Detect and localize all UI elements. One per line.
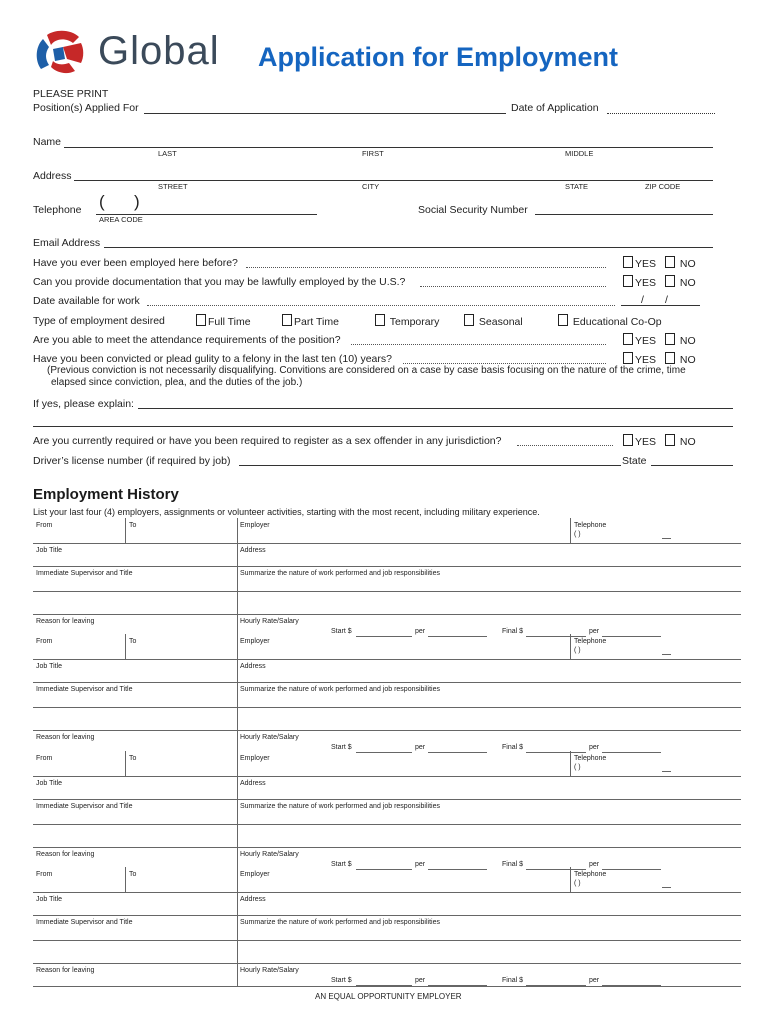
checkbox-icon[interactable]: [623, 333, 633, 345]
employer-3-row-rule-3: [33, 824, 741, 825]
employer-1-summary-label: Summarize the nature of work performed and job responsibilities: [240, 570, 440, 577]
employer-4-supervisor-label: Immediate Supervisor and Title: [36, 919, 133, 926]
checkbox-icon[interactable]: [665, 434, 675, 446]
q-employed-no-option[interactable]: [665, 256, 696, 270]
employer-1-per-label-1: per: [415, 628, 426, 635]
no-label: NO: [679, 436, 696, 448]
employer-1-from-label: From: [36, 522, 53, 529]
name-field[interactable]: [64, 147, 713, 148]
employer-3-start-label: Start $: [331, 861, 352, 868]
employer-1-phone-dash: [662, 538, 671, 539]
employer-4-phone-divider: [570, 867, 571, 892]
employer-1-row-rule-4: [33, 614, 741, 615]
license-field[interactable]: [239, 465, 621, 466]
employer-2-final-field[interactable]: [526, 752, 586, 753]
checkbox-icon[interactable]: [623, 275, 633, 287]
type-fulltime-option[interactable]: [196, 314, 251, 328]
employer-4-from-label: From: [36, 871, 53, 878]
employer-2-reason-label: Reason for leaving: [36, 734, 95, 741]
name-first-label: FIRST: [362, 149, 384, 158]
employer-4-row-rule-3: [33, 940, 741, 941]
employer-2-col-divider: [237, 634, 238, 753]
yes-label: YES: [635, 436, 657, 448]
area-code-label: AREA CODE: [99, 215, 143, 224]
area-code-paren-open: (: [99, 192, 105, 211]
employer-3-final-label: Final $: [502, 861, 524, 868]
fulltime-label: Full Time: [208, 316, 251, 328]
type-seasonal-option[interactable]: [464, 314, 523, 328]
employer-4-address-label: Address: [240, 896, 266, 903]
date-slash-2: /: [665, 294, 668, 306]
yes-label: YES: [635, 277, 657, 289]
employer-3-from-label: From: [36, 755, 53, 762]
area-code-paren-close: ): [134, 192, 140, 211]
type-temporary-option[interactable]: [375, 314, 439, 328]
address-label: Address: [33, 170, 72, 182]
employment-instructions: List your last four (4) employers, assignments or volunteer activities, starting with the most recent, including military experience.: [33, 507, 540, 517]
type-coop-option[interactable]: [558, 314, 662, 328]
q-offender-leader: [517, 445, 613, 446]
employer-3-col-divider: [237, 751, 238, 870]
seasonal-label: Seasonal: [478, 316, 523, 328]
checkbox-icon[interactable]: [665, 256, 675, 268]
globe-logo-icon: [33, 27, 87, 79]
positions-label: Position(s) Applied For: [33, 102, 139, 114]
checkbox-icon[interactable]: [196, 314, 206, 326]
employer-3-employer-label: Employer: [240, 755, 270, 762]
employer-3-job-title-label: Job Title: [36, 780, 63, 787]
employer-3-row-rule-4: [33, 847, 741, 848]
checkbox-icon[interactable]: [282, 314, 292, 326]
employer-2-start-field[interactable]: [356, 752, 412, 753]
checkbox-icon[interactable]: [665, 275, 675, 287]
employer-3-row-rule-2: [33, 799, 741, 800]
email-label: Email Address: [33, 237, 101, 249]
address-city-label: CITY: [362, 182, 380, 191]
date-application-label: Date of Application: [511, 102, 599, 114]
q-attendance: Are you able to meet the attendance requirements of the position?: [33, 334, 341, 346]
date-slash-1: /: [641, 294, 644, 306]
coop-label: Educational Co-Op: [572, 316, 662, 328]
employer-3-final-field[interactable]: [526, 869, 586, 870]
employer-4-summary-label: Summarize the nature of work performed and job responsibilities: [240, 919, 440, 926]
page-title: Application for Employment: [258, 42, 619, 72]
employer-2-phone-paren: ( ): [574, 647, 581, 654]
employer-2-row-rule-1: [33, 659, 741, 660]
employer-3-phone-dash: [662, 771, 671, 772]
employer-1-employer-label: Employer: [240, 522, 270, 529]
employer-3-summary-label: Summarize the nature of work performed and job responsibilities: [240, 803, 440, 810]
checkbox-icon[interactable]: [623, 256, 633, 268]
employer-1-supervisor-label: Immediate Supervisor and Title: [36, 570, 133, 577]
employer-3-telephone-label: Telephone: [574, 755, 607, 762]
employer-3-rate-label: Hourly Rate/Salary: [240, 851, 299, 858]
employer-4-row-rule-1: [33, 892, 741, 893]
employer-4-row-rule-2: [33, 915, 741, 916]
employer-1-row-rule-2: [33, 566, 741, 567]
employer-2-summary-label: Summarize the nature of work performed and job responsibilities: [240, 686, 440, 693]
employer-2-phone-divider: [570, 634, 571, 659]
q-felony: Have you been convicted or plead gulity to a felony in the last ten (10) years?: [33, 353, 392, 365]
employer-1-start-label: Start $: [331, 628, 352, 635]
employer-4-phone-paren: ( ): [574, 880, 581, 887]
q-offender-no-option[interactable]: [665, 434, 696, 448]
please-print-label: PLEASE PRINT: [33, 88, 109, 100]
employer-1-to-label: To: [129, 522, 137, 529]
q-felony-no-option[interactable]: [665, 352, 696, 366]
date-available-leader: [147, 305, 615, 306]
employment-bottom-rule: [33, 986, 741, 987]
employer-2-job-title-label: Job Title: [36, 663, 63, 670]
employer-3-per-label-1: per: [415, 861, 426, 868]
employer-1-phone-divider: [570, 518, 571, 543]
q-felony-leader: [403, 363, 606, 364]
employer-4-rate-label: Hourly Rate/Salary: [240, 967, 299, 974]
employer-4-final-label: Final $: [502, 977, 524, 984]
temporary-label: Temporary: [389, 316, 440, 328]
address-state-label: STATE: [565, 182, 589, 191]
type-employment-label: Type of employment desired: [33, 315, 165, 327]
employer-1-phone-paren: ( ): [574, 531, 581, 538]
license-label: Driver’s license number (if required by job): [33, 455, 231, 467]
employer-3-per-field-1[interactable]: [428, 869, 487, 870]
employer-4-telephone-label: Telephone: [574, 871, 607, 878]
type-parttime-option[interactable]: [282, 314, 339, 328]
employer-4-row-rule-4: [33, 963, 741, 964]
checkbox-icon[interactable]: [623, 352, 633, 364]
q-documentation: Can you provide documentation that you may be lawfully employed by the U.S.?: [33, 276, 406, 288]
brand-name: Global: [98, 29, 220, 73]
employer-1-from-to-divider: [125, 518, 126, 543]
employer-1-row-rule-1: [33, 543, 741, 544]
employer-1-start-field[interactable]: [356, 636, 412, 637]
ssn-field[interactable]: [535, 214, 713, 215]
employer-3-from-to-divider: [125, 751, 126, 776]
employer-4-col-divider: [237, 867, 238, 986]
employer-1-telephone-label: Telephone: [574, 522, 607, 529]
employer-4-start-label: Start $: [331, 977, 352, 984]
license-state-field[interactable]: [651, 465, 733, 466]
employer-1-rate-label: Hourly Rate/Salary: [240, 618, 299, 625]
explain-field-1[interactable]: [138, 408, 733, 409]
employer-1-address-label: Address: [240, 547, 266, 554]
employer-1-final-label: Final $: [502, 628, 524, 635]
name-last-label: LAST: [158, 149, 177, 158]
yes-label: YES: [635, 354, 657, 366]
employer-2-start-label: Start $: [331, 744, 352, 751]
yes-label: YES: [635, 258, 657, 270]
q-employed-leader: [246, 267, 606, 268]
employer-4-per-label-1: per: [415, 977, 426, 984]
date-available-field[interactable]: [621, 305, 700, 306]
employer-1-col-divider: [237, 518, 238, 637]
no-label: NO: [679, 354, 696, 366]
employer-2-address-label: Address: [240, 663, 266, 670]
checkbox-icon[interactable]: [558, 314, 568, 326]
employer-2-per-label-1: per: [415, 744, 426, 751]
employer-3-row-rule-1: [33, 776, 741, 777]
felony-note-line-1: (Previous conviction is not necessarily disqualifying. Convitions are considered on a case by case basis focusing on the nature of the crime, time: [47, 365, 686, 376]
employer-4-phone-dash: [662, 887, 671, 888]
q-employed-before: Have you ever been employed here before?: [33, 257, 238, 269]
employer-4-per-label-2: per: [589, 977, 600, 984]
q-docs-yes-option[interactable]: [623, 275, 656, 289]
employer-1-final-field[interactable]: [526, 636, 586, 637]
employer-2-employer-label: Employer: [240, 638, 270, 645]
no-label: NO: [679, 335, 696, 347]
telephone-label: Telephone: [33, 204, 82, 216]
checkbox-icon[interactable]: [665, 352, 675, 364]
address-street-label: STREET: [158, 182, 188, 191]
felony-note-line-2: elapsed since conviction, plea, and the duties of the job.): [51, 377, 303, 388]
ssn-label: Social Security Number: [418, 204, 528, 216]
employer-4-job-title-label: Job Title: [36, 896, 63, 903]
employer-2-row-rule-2: [33, 682, 741, 683]
employer-2-per-label-2: per: [589, 744, 600, 751]
q-offender-yes-option[interactable]: [623, 434, 656, 448]
employer-2-rate-label: Hourly Rate/Salary: [240, 734, 299, 741]
checkbox-icon[interactable]: [665, 333, 675, 345]
employer-2-per-field-1[interactable]: [428, 752, 487, 753]
employer-2-from-to-divider: [125, 634, 126, 659]
address-field[interactable]: [74, 180, 713, 181]
q-docs-leader: [420, 286, 606, 287]
positions-field[interactable]: [144, 113, 506, 114]
footer-eoe: AN EQUAL OPPORTUNITY EMPLOYER: [315, 992, 462, 1001]
employer-1-job-title-label: Job Title: [36, 547, 63, 554]
address-zip-label: ZIP CODE: [645, 182, 681, 191]
employer-2-supervisor-label: Immediate Supervisor and Title: [36, 686, 133, 693]
checkbox-icon[interactable]: [623, 434, 633, 446]
q-felony-yes-option[interactable]: [623, 352, 656, 366]
employer-1-per-field-2[interactable]: [602, 636, 661, 637]
checkbox-icon[interactable]: [375, 314, 385, 326]
name-label: Name: [33, 136, 62, 148]
employment-history-heading: Employment History: [33, 486, 179, 503]
employer-1-reason-label: Reason for leaving: [36, 618, 95, 625]
employer-4-from-to-divider: [125, 867, 126, 892]
no-label: NO: [679, 258, 696, 270]
q-attendance-leader: [351, 344, 606, 345]
explain-field-2[interactable]: [33, 426, 733, 427]
employer-3-to-label: To: [129, 755, 137, 762]
name-middle-label: MIDDLE: [565, 149, 594, 158]
employer-2-from-label: From: [36, 638, 53, 645]
employer-2-to-label: To: [129, 638, 137, 645]
employer-3-per-label-2: per: [589, 861, 600, 868]
employer-4-employer-label: Employer: [240, 871, 270, 878]
q-attendance-no-option[interactable]: [665, 333, 696, 347]
employer-3-start-field[interactable]: [356, 869, 412, 870]
date-available-label: Date available for work: [33, 295, 140, 307]
date-application-field[interactable]: [607, 113, 715, 114]
employer-1-per-label-2: per: [589, 628, 600, 635]
yes-label: YES: [635, 335, 657, 347]
email-field[interactable]: [104, 247, 713, 248]
employer-2-row-rule-4: [33, 730, 741, 731]
employer-4-to-label: To: [129, 871, 137, 878]
no-label: NO: [679, 277, 696, 289]
explain-label: If yes, please explain:: [33, 398, 134, 410]
employer-2-per-field-2[interactable]: [602, 752, 661, 753]
employer-3-reason-label: Reason for leaving: [36, 851, 95, 858]
employer-3-phone-divider: [570, 751, 571, 776]
license-state-label: State: [622, 455, 647, 467]
employer-2-telephone-label: Telephone: [574, 638, 607, 645]
employer-3-phone-paren: ( ): [574, 764, 581, 771]
employer-3-address-label: Address: [240, 780, 266, 787]
employer-3-per-field-2[interactable]: [602, 869, 661, 870]
employer-3-supervisor-label: Immediate Supervisor and Title: [36, 803, 133, 810]
q-attendance-yes-option[interactable]: [623, 333, 656, 347]
employer-1-per-field-1[interactable]: [428, 636, 487, 637]
employer-2-final-label: Final $: [502, 744, 524, 751]
parttime-label: Part Time: [294, 316, 339, 328]
checkbox-icon[interactable]: [464, 314, 474, 326]
q-sex-offender: Are you currently required or have you been required to register as a sex offender in any jurisdiction?: [33, 435, 502, 447]
employer-2-row-rule-3: [33, 707, 741, 708]
employer-2-phone-dash: [662, 654, 671, 655]
employer-4-reason-label: Reason for leaving: [36, 967, 95, 974]
q-docs-no-option[interactable]: [665, 275, 696, 289]
employer-1-row-rule-3: [33, 591, 741, 592]
q-employed-yes-option[interactable]: [623, 256, 656, 270]
